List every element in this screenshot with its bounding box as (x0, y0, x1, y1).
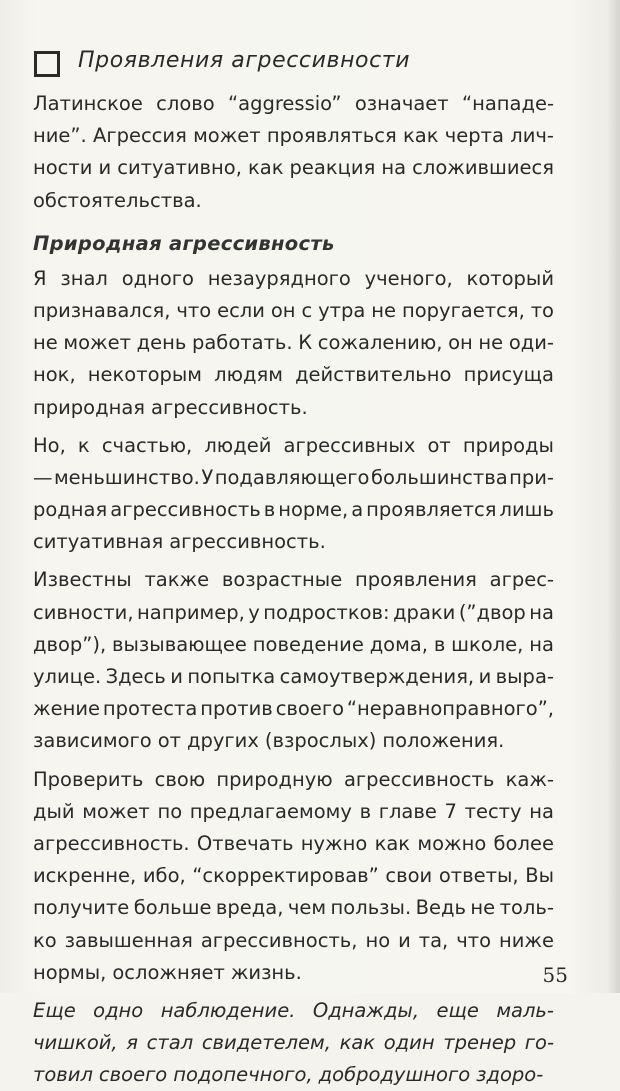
section-title: Проявления агрессивности (78, 47, 411, 73)
paragraph (33, 430, 554, 559)
section-header (34, 40, 410, 80)
text-line: получите больше вреда, чем пользы. Ведь не толь- (33, 896, 554, 920)
text-line: Латинское слово “aggressio” означает “нападе- (33, 92, 554, 115)
text-line: чишкой, я стал свидетелем, как один тренер го- (33, 1031, 554, 1055)
text-line: нормы, осложняет жизнь. (33, 960, 302, 984)
paragraph (33, 995, 554, 1091)
text-line: дый может по предлагаемому в главе 7 тесту на (33, 799, 554, 823)
paragraph (33, 764, 554, 989)
text-line: зависимого от других (взрослых) положения. (33, 729, 505, 753)
text-line: обстоятельства. (33, 188, 202, 212)
text-line: нок, некоторым людям действительно присуща (33, 363, 554, 387)
text-line: жение протеста против своего “неравноправного”, (33, 697, 554, 721)
text-line: улице. Здесь и попытка самоутверждения, и выра- (33, 665, 554, 688)
page-number: 55 (542, 963, 568, 987)
page-edge-shadow (608, 0, 620, 993)
subheading: Природная агрессивность (33, 231, 335, 255)
text-line: ко завышенная агрессивность, но и та, что ниже (33, 928, 554, 952)
text-line: агрессивность. Отвечать нужно как можно более (33, 831, 554, 855)
text-line: не может день работать. К сожалению, он не оди- (33, 331, 554, 355)
text-line: Я знал одного незаурядного ученого, который (33, 266, 554, 290)
text-line: природная агрессивность. (33, 395, 308, 419)
text-line: ние”. Агрессия может проявляться как черта лич- (33, 124, 554, 148)
text-line: ности и ситуативно, как реакция на сложившиеся (33, 156, 554, 180)
text-line: Еще одно наблюдение. Однажды, еще маль- (33, 998, 554, 1022)
paragraph (33, 564, 554, 757)
text-line: Но, к счастью, людей агрессивных от природы (33, 433, 554, 457)
text-line: Проверить свою природную агрессивность каж- (33, 767, 554, 791)
text-line: — меньшинство. У подавляющего большинства при- (33, 465, 554, 489)
text-line: товил своего подопечного, добродушного здоро- (33, 1063, 544, 1087)
text-line: двор”), вызывающее поведение дома, в школе, на (33, 632, 554, 656)
paragraph (33, 88, 554, 217)
square-bullet-icon (34, 51, 60, 77)
text-line: Известны также возрастные проявления агрес- (33, 568, 554, 592)
text-line: ситуативная агрессивность. (33, 530, 326, 554)
text-line: сивности, например, у подростков: драки (”двор на (33, 600, 554, 624)
text-line: признавался, что если он с утра не поругается, то (33, 298, 554, 322)
text-line: родная агрессивность в норме, а проявляется лишь (33, 498, 554, 522)
paragraph (33, 263, 554, 424)
page-text (33, 88, 554, 1091)
text-line: искренне, ибо, “скорректировав” свои ответы, Вы (33, 864, 554, 888)
